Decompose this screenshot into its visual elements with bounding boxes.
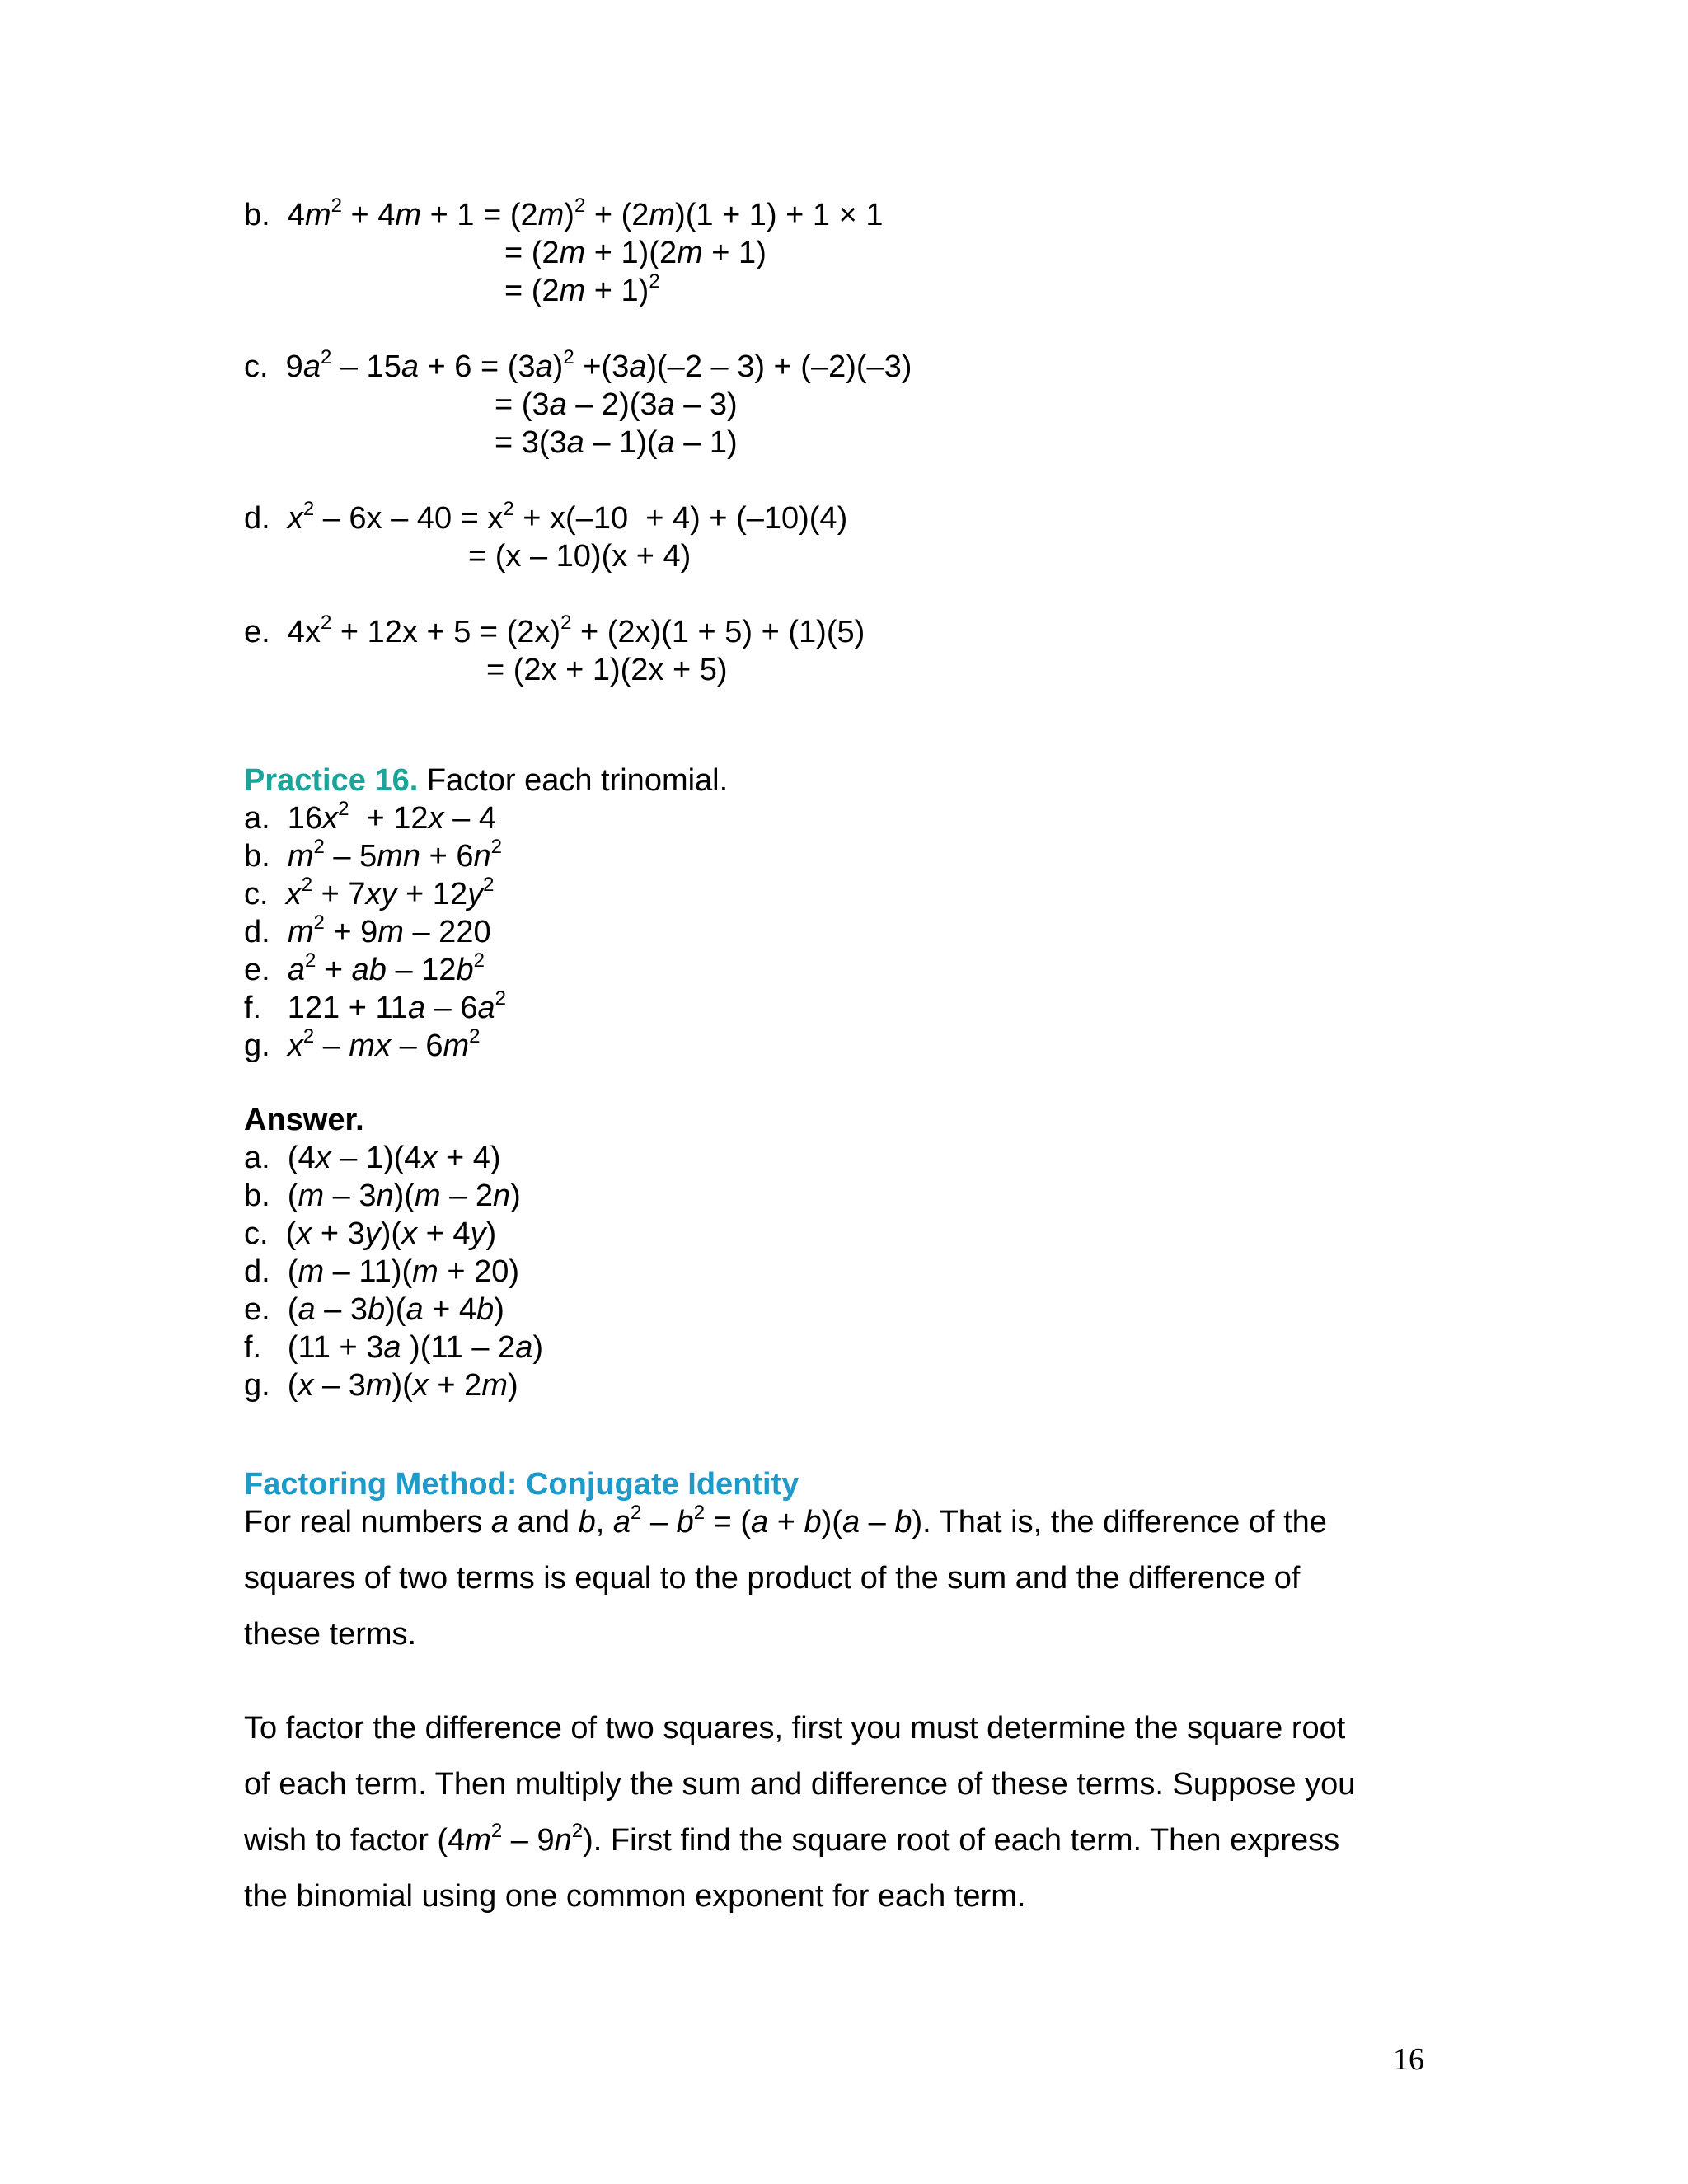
section-para1-line-3: these terms. [244,1617,417,1652]
practice-item-f: f. $121 + 11a - 6a^2$ [244,987,506,1025]
page-number: 16 [1393,2042,1424,2077]
answer-item-f: f. (11 + 3a )(11 – 2a) [244,1330,543,1365]
practice-item-d: d. $m^2 + 9m - 220$ [244,912,491,949]
example-e-line-2: = (2x + 1)(2x + 5) [486,653,728,687]
practice-item-g: g. $x^2$ – mx – $6m^2$ [244,1025,481,1063]
practice-instruction: Factor each trinomial. [418,763,729,798]
section-para2-line-2: of each term. Then multiply the sum and difference of these terms. Suppose you [244,1767,1356,1802]
example-d-line-1: d. $x^2 - 6x - 40 = x^2 + x(-10 + 4) + (-10)(4)$ [244,498,848,536]
example-b-line-1: b. $4m^2 + 4m + 1 = (2m)^2 + (2m)(1 + 1) + 1 \times 1$ [244,194,884,232]
answer-heading: Answer. [244,1103,364,1137]
practice-item-c: c. $x^2 + 7xy + 12y^2$ [244,874,495,912]
practice-heading: Practice 16. [244,763,419,798]
example-c-line-3: = 3(3a – 1)(a – 1) [495,425,738,460]
example-b-line-3: = $(2m + 1)^2$ [504,270,660,308]
section-para2-line-3: wish to factor $(4m^2 - 9n^2)$. First find the square root of each term. Then express [244,1820,1340,1858]
practice-item-b: b. $m^2 - 5mn + 6n^2$ [244,836,502,874]
section-para1-line-2: squares of two terms is equal to the product of the sum and the difference of [244,1561,1301,1596]
practice-heading-line [244,762,728,799]
answer-item-g: g. (x – 3m)(x + 2m) [244,1368,518,1403]
section-para1-line-1: For real numbers a and b, $a^2 - b^2 = (a + b)(a - b)$. That is, the difference of the [244,1502,1327,1540]
example-e-line-1: e. $4x^2 + 12x + 5 = (2x)^2 + (2x)(1 + 5) + (1)(5)$ [244,612,865,649]
section-para2-line-1: To factor the difference of two squares, first you must determine the square root [244,1711,1346,1746]
example-d-line-2: = (x – 10)(x + 4) [468,539,692,574]
answer-item-e: e. (a – 3b)(a + 4b) [244,1292,504,1327]
section-para2-line-4: the binomial using one common exponent for each term. [244,1879,1026,1914]
answer-item-a: a. (4x – 1)(4x + 4) [244,1141,501,1175]
example-c-line-1: c. $9a^2 - 15a + 6 = (3a)^2 +(3a)(-2 - 3) + (-2)(-3)$ [244,346,912,384]
practice-item-e: e. $a^2$ + ab – $12b^2$ [244,949,485,987]
section-heading: Factoring Method: Conjugate Identity [244,1467,799,1502]
answer-item-d: d. (m – 11)(m + 20) [244,1254,520,1289]
example-c-line-2: = (3a – 2)(3a – 3) [495,387,738,422]
practice-item-a: a. $16x^2 + 12x - 4$ [244,798,496,836]
example-b-line-2: = (2m + 1)(2m + 1) [504,236,767,270]
answer-item-b: b. (m – 3n)(m – 2n) [244,1179,521,1213]
answer-item-c: c. (x + 3y)(x + 4y) [244,1216,497,1251]
